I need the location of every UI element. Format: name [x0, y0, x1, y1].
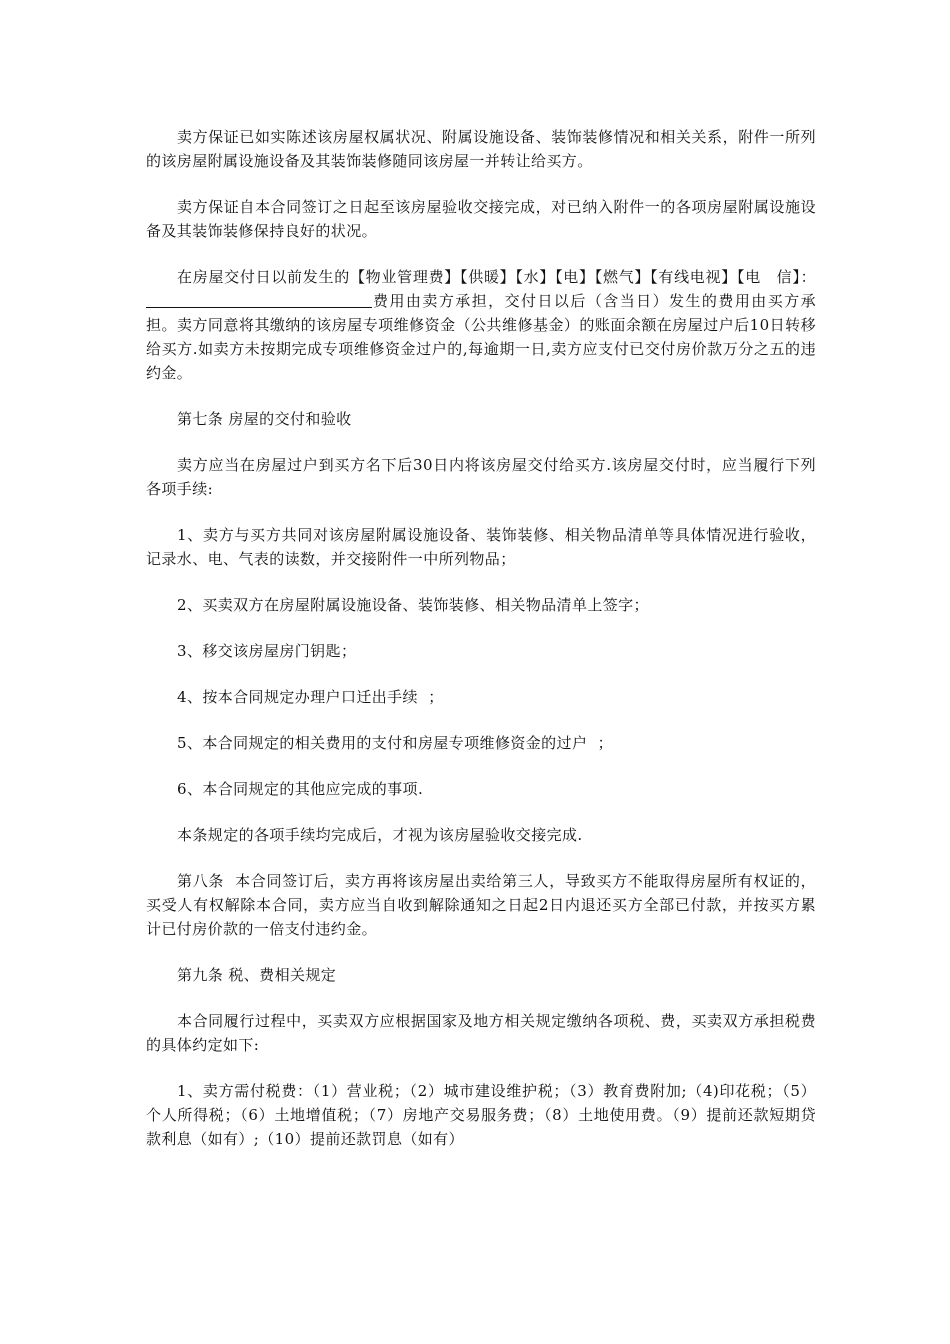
list-item-1: 1、卖方与买方共同对该房屋附属设施设备、装饰装修、相关物品清单等具体情况进行验收，记录水、电、气表的读数，并交接附件一中所列物品； [146, 526, 816, 568]
list-item-3: 3、移交该房屋房门钥匙； [177, 642, 357, 660]
article-7-heading: 第七条 房屋的交付和验收 [177, 410, 352, 428]
article-8-paragraph: 第八条 本合同签订后，卖方再将该房屋出卖给第三人，导致买方不能取得房屋所有权证的，买受人有权解除本合同，卖方应当自收到解除通知之日起2日内退还买方全部已付款，并按买方累计已付房价款的一倍支付违约金。 [146, 872, 816, 938]
paragraph-delivery-procedure: 卖方应当在房屋过户到买方名下后30日内将该房屋交付给买方.该房屋交付时，应当履行下列各项手续: [146, 456, 816, 498]
list-item-5: 5、本合同规定的相关费用的支付和房屋专项维修资金的过户 ； [177, 734, 614, 752]
fees-text-after-blank: 费用由卖方承担，交付日以后（含当日）发生的费用由买方承担。卖方同意将其缴纳的该房屋专项维修资金（公共维修基金）的账面余额在房屋过户后10日转移给买方.如卖方未按期完成专项维修资金过户的,每逾期一日,卖方应支付已交付房价款万分之五的违约金。 [146, 292, 816, 382]
paragraph-seller-taxes: 1、卖方需付税费：（1）营业税；（2）城市建设维护税；（3）教育费附加;（4)印花税；（5）个人所得税；（6）土地增值税；（7）房地产交易服务费；（8）土地使用费。（9）提前还款短期贷款利息（如有）;（10）提前还款罚息（如有） [146, 1082, 816, 1148]
paragraph-seller-guarantee-status: 卖方保证已如实陈述该房屋权属状况、附属设施设备、装饰装修情况和相关关系，附件一所列的该房屋附属设施设备及其装饰装修随同该房屋一并转让给买方。 [146, 128, 816, 170]
paragraph-seller-guarantee-maintenance: 卖方保证自本合同签订之日起至该房屋验收交接完成，对已纳入附件一的各项房屋附属设施设备及其装饰装修保持良好的状况。 [146, 198, 816, 240]
document-body [146, 125, 816, 1173]
paragraph-completion-condition: 本条规定的各项手续均完成后，才视为该房屋验收交接完成. [177, 826, 583, 844]
article-9-heading: 第九条 税、费相关规定 [177, 966, 337, 984]
fill-in-blank-line [146, 291, 372, 308]
fees-text-before-blank: 在房屋交付日以前发生的【物业管理费】【供暖】【水】【电】【燃气】【有线电视】【电 信】： [177, 268, 816, 286]
list-item-4: 4、按本合同规定办理户口迁出手续 ； [177, 688, 444, 706]
paragraph-tax-obligations: 本合同履行过程中，买卖双方应根据国家及地方相关规定缴纳各项税、费，买卖双方承担税费的具体约定如下: [146, 1012, 816, 1054]
list-item-6: 6、本合同规定的其他应完成的事项. [177, 780, 424, 798]
list-item-2: 2、买卖双方在房屋附属设施设备、装饰装修、相关物品清单上签字； [177, 596, 649, 614]
paragraph-fees-before-delivery [146, 265, 816, 385]
